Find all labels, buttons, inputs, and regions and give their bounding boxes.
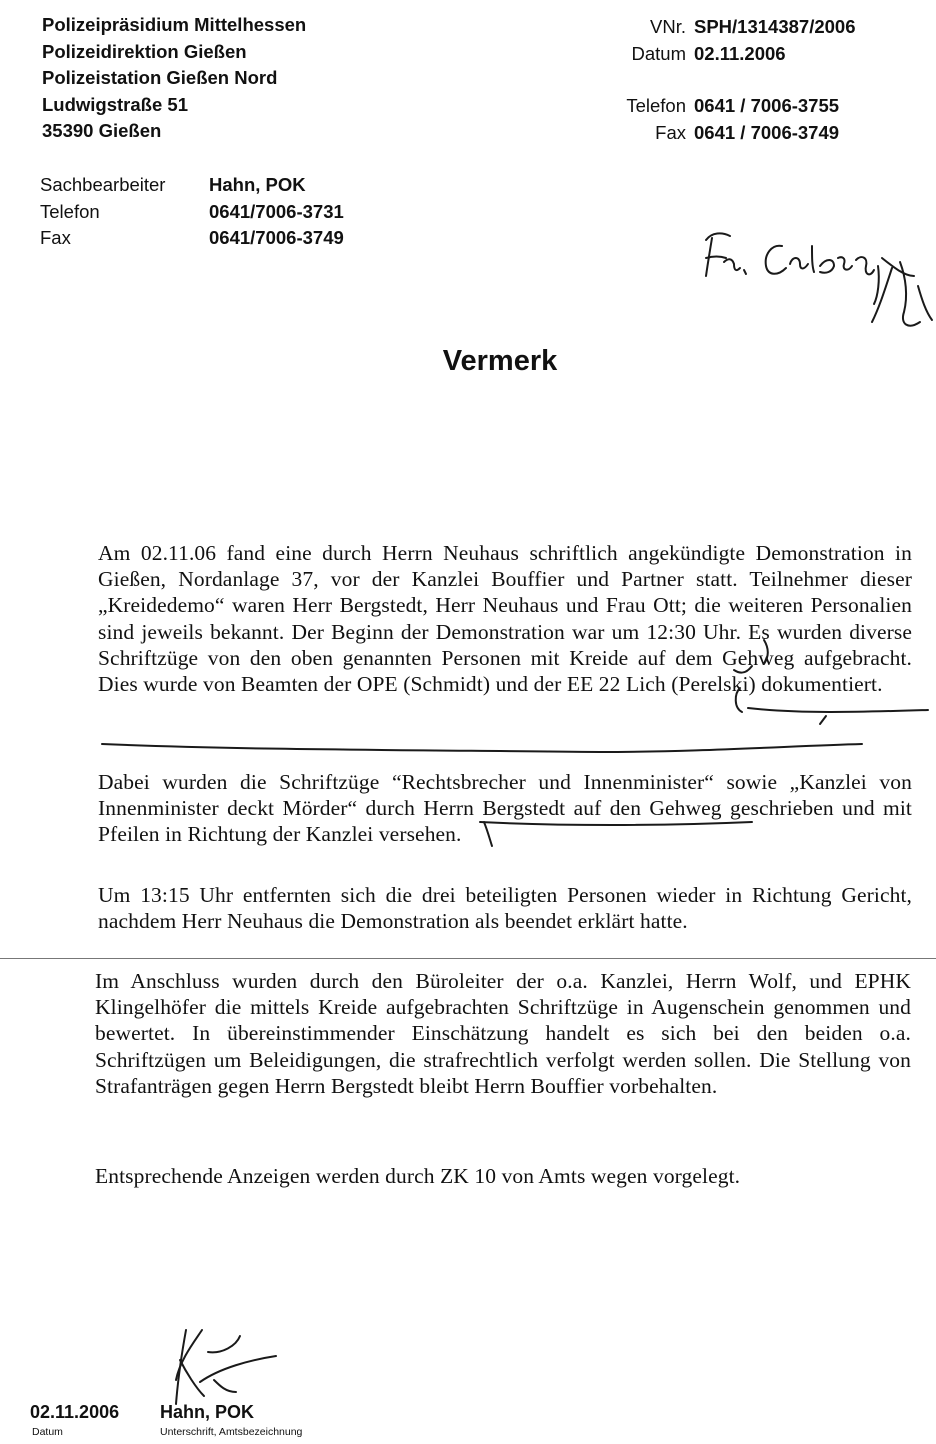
paragraph: Am 02.11.06 fand eine durch Herrn Neuhaus schriftlich angekündigte Demonstration in Gießen, Nordanlage 37, vor der Kanzlei Bouffier und Partner statt. Teilnehmer dieser „Kreidedemo“ waren Herr Bergstedt, Herr Neuhaus und Frau Ott; die weiteren Personalien sind jeweils bekannt. Der Beginn der Demonstration war um 12:30 Uhr. Es wurden diverse Schriftzüge von den oben genannten Personen mit Kreide auf dem Gehweg aufgebracht. Dies wurde von Beamten der OPE (Schmidt) und der EE 22 Lich (Perelski) dokumentiert. bbox=[98, 541, 912, 697]
vnr-label: VNr. bbox=[650, 16, 686, 37]
fax-value: 0641 / 7006-3749 bbox=[694, 121, 840, 143]
signature-icon bbox=[176, 1330, 276, 1404]
sender-line: Polizeidirektion Gießen bbox=[42, 40, 247, 62]
sender-line: Ludwigstraße 51 bbox=[42, 93, 188, 115]
telefon-label: Telefon bbox=[626, 95, 686, 116]
sender-line: 35390 Gießen bbox=[42, 120, 162, 141]
paragraph: Dabei wurden die Schriftzüge “Rechtsbrecher und Innenminister“ sowie „Kanzlei von Innenminister deckt Mörder“ durch Herrn Bergstedt auf den Gehweg geschrieben und mit Pfeilen in Richtung der Kanzlei versehen. bbox=[98, 770, 912, 847]
paragraph: Um 13:15 Uhr entfernten sich die drei beteiligten Personen wieder in Richtung Gericht, nachdem Herr Neuhaus die Demonstration als beendet erklärt hatte. bbox=[98, 883, 912, 934]
paragraph: Entsprechende Anzeigen werden durch ZK 10 von Amts wegen vorgelegt. bbox=[95, 1164, 741, 1188]
paragraph: Im Anschluss wurden durch den Büroleiter der o.a. Kanzlei, Herrn Wolf, und EPHK Klingelhöfer die mittels Kreide aufgebrachten Schriftzüge in Augenschein genommen und bewertet. In übereinstimmender Einschätzung handelt es sich bei den beiden o.a. Schriftzügen um Beleidigungen, die strafrechtlich verfolgt werden sollen. Die Stellung von Strafanträgen gegen Herrn Bergstedt bleibt Herrn Bouffier vorbehalten. bbox=[95, 969, 911, 1098]
contact-fax-value: 0641/7006-3749 bbox=[209, 227, 344, 248]
sachbearbeiter-value: Hahn, POK bbox=[209, 174, 306, 195]
handwritten-note-icon bbox=[706, 233, 932, 325]
footer-name-label: Unterschrift, Amtsbezeichnung bbox=[160, 1426, 303, 1438]
annotation-underline-icon bbox=[480, 822, 752, 846]
vnr-value: SPH/1314387/2006 bbox=[694, 16, 856, 37]
document-title: Vermerk bbox=[442, 345, 558, 377]
sender-line: Polizeistation Gießen Nord bbox=[42, 67, 278, 88]
fax-label: Fax bbox=[655, 121, 686, 143]
datum-label: Datum bbox=[631, 42, 686, 64]
footer-date-label: Datum bbox=[32, 1426, 63, 1438]
telefon-value: 0641 / 7006-3755 bbox=[694, 95, 840, 116]
annotation-underline-icon bbox=[102, 640, 928, 752]
footer-date: 02.11.2006 bbox=[30, 1402, 120, 1422]
sachbearbeiter-label: Sachbearbeiter bbox=[40, 174, 166, 195]
contact-telefon-label: Telefon bbox=[40, 200, 100, 222]
contact-fax-label: Fax bbox=[40, 227, 71, 248]
sender-line: Polizeipräsidium Mittelhessen bbox=[42, 14, 307, 35]
datum-value: 02.11.2006 bbox=[694, 42, 786, 64]
footer-name: Hahn, POK bbox=[160, 1402, 255, 1422]
contact-telefon-value: 0641/7006-3731 bbox=[209, 200, 344, 222]
